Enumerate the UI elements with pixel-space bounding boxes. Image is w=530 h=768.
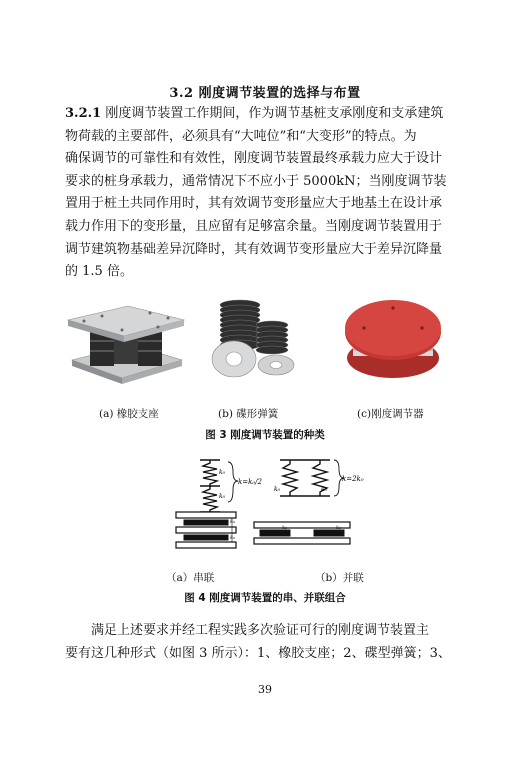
parallel-spring-label-2: k₀ [321,486,328,493]
parallel-spring-label-1: k₀ [274,486,281,493]
series-parallel-diagram [170,450,370,560]
fig4-caption-a: （a）串联 [166,572,215,584]
paragraph-line: 满足上述要求并经工程实践多次验证可行的刚度调节装置主 [91,623,430,638]
paragraph-3-2-1 [65,103,465,284]
clause-number: 3.2.1 [65,106,102,121]
paragraph-line: 置用于桩土共同作用时，其有效调节变形量应大于地基土在设计承 [65,196,443,212]
paragraph-line: 载力作用下的变形量，且应留有足够富余量。当刚度调节装置用于 [65,218,443,234]
stiffness-regulator-image [340,292,446,387]
paragraph-line: 物荷载的主要部件，必须具有“大吨位”和“大变形”的特点。为 [65,128,417,144]
paragraph-line: 要有这几种形式（如图 3 所示）：1、橡胶支座；2、碟型弹簧；3、 [65,645,451,661]
series-springs [200,460,238,512]
fig3-caption-c: (c)刚度调节器 [357,408,424,420]
section-title: 3.2 刚度调节装置的选择与布置 [169,86,361,101]
rubber-bearing-image [62,300,187,390]
series-device-label-2: k₀ [230,535,236,541]
paragraph-line: 要求的桩身承载力，通常情况下不应小于 5000kN；当刚度调节装 [65,173,447,189]
series-device-stack [176,512,236,548]
parallel-device-label-2: k₀ [336,525,342,531]
fig3-caption-b: (b) 碟形弹簧 [218,408,279,420]
series-formula: k=k₀/2 [238,478,262,486]
series-spring-label-1: k₀ [219,469,226,476]
series-spring-label-2: k₀ [219,493,226,500]
fig3-title: 图 3 刚度调节装置的种类 [205,429,325,441]
parallel-formula: k=2k₀ [342,475,364,483]
paragraph-line: 确保调节的可靠性和有效性，刚度调节装置最终承载力应大于设计 [65,151,443,167]
parallel-device-label-1: k₀ [282,525,288,531]
fig4-caption-b: （b）并联 [315,572,364,584]
paragraph-line: 调节建筑物基础差异沉降时，其有效调节变形量应大于差异沉降量 [65,241,443,257]
disc-spring-image [208,297,308,387]
series-device-label-1: k₀ [230,519,236,525]
paragraph-line: 3.2.1 刚度调节装置工作期间，作为调节基桩支承刚度和支承建筑 [65,106,444,121]
fig3-caption-a: (a) 橡胶支座 [99,408,159,420]
fig4-title: 图 4 刚度调节装置的串、并联组合 [184,592,346,604]
page-number: 39 [258,683,272,696]
paragraph-continuation [65,620,465,665]
paragraph-line: 的 1.5 倍。 [65,264,133,280]
parallel-springs [280,460,344,496]
